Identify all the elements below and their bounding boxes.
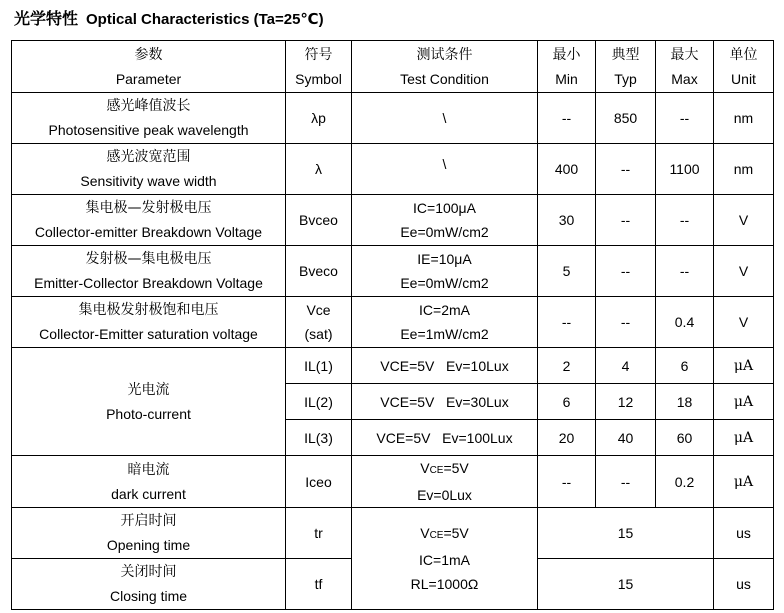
- condition-cell: IC=100μA Ee=0mW/cm2: [352, 195, 538, 246]
- max-cell: 60: [656, 420, 714, 456]
- header-parameter: 参数 Parameter: [12, 41, 286, 93]
- symbol-cell: λp: [286, 93, 352, 144]
- min-cell: --: [538, 297, 596, 348]
- typ-cell: 850: [596, 93, 656, 144]
- condition-cell: VCE=5V Ev=30Lux: [352, 384, 538, 420]
- table-row-opening-time: [12, 508, 774, 559]
- condition-cell: \: [352, 144, 538, 195]
- table-header-row: [12, 41, 774, 93]
- min-cell: 30: [538, 195, 596, 246]
- header-typ: 典型 Typ: [596, 41, 656, 93]
- unit-cell: nm: [714, 144, 774, 195]
- table-row-peak-wavelength: [12, 93, 774, 144]
- param-cell: 暗电流 dark current: [12, 456, 286, 508]
- section-title-zh: 光学特性: [14, 9, 79, 28]
- param-cell: 开启时间 Opening time: [12, 508, 286, 559]
- symbol-cell: IL(2): [286, 384, 352, 420]
- symbol-cell: Vce (sat): [286, 297, 352, 348]
- unit-cell: us: [714, 508, 774, 559]
- condition-cell: IC=2mA Ee=1mW/cm2: [352, 297, 538, 348]
- optical-characteristics-table: [11, 40, 774, 610]
- condition-cell-switching: VCE=5V IC=1mA RL=1000Ω: [352, 508, 538, 610]
- min-cell: 2: [538, 348, 596, 384]
- param-cell: 发射极—集电极电压 Emitter-Collector Breakdown Voltage: [12, 246, 286, 297]
- param-cell-photo-current: 光电流 Photo-current: [12, 348, 286, 456]
- max-cell: 0.4: [656, 297, 714, 348]
- table-row-dark-current: [12, 456, 774, 508]
- value-cell: 15: [538, 559, 714, 610]
- typ-cell: 12: [596, 384, 656, 420]
- unit-cell: μA: [714, 420, 774, 456]
- param-cell: 感光波宽范围 Sensitivity wave width: [12, 144, 286, 195]
- typ-cell: --: [596, 246, 656, 297]
- header-unit: 单位 Unit: [714, 41, 774, 93]
- value-cell: 15: [538, 508, 714, 559]
- symbol-cell: IL(3): [286, 420, 352, 456]
- param-cell: 感光峰值波长 Photosensitive peak wavelength: [12, 93, 286, 144]
- max-cell: 18: [656, 384, 714, 420]
- min-cell: 400: [538, 144, 596, 195]
- min-cell: --: [538, 456, 596, 508]
- min-cell: 20: [538, 420, 596, 456]
- min-cell: 6: [538, 384, 596, 420]
- condition-cell: IE=10μA Ee=0mW/cm2: [352, 246, 538, 297]
- table-row-vce-sat: [12, 297, 774, 348]
- section-title-en: Optical Characteristics (Ta=25℃): [86, 11, 324, 28]
- condition-cell: \: [352, 93, 538, 144]
- typ-cell: 4: [596, 348, 656, 384]
- unit-cell: V: [714, 195, 774, 246]
- condition-cell: VCE=5V Ev=0Lux: [352, 456, 538, 508]
- max-cell: 1100: [656, 144, 714, 195]
- param-cell: 关闭时间 Closing time: [12, 559, 286, 610]
- symbol-cell: tr: [286, 508, 352, 559]
- symbol-cell: Iceo: [286, 456, 352, 508]
- typ-cell: 40: [596, 420, 656, 456]
- unit-cell: μA: [714, 384, 774, 420]
- header-max: 最大 Max: [656, 41, 714, 93]
- header-symbol: 符号 Symbol: [286, 41, 352, 93]
- unit-cell: nm: [714, 93, 774, 144]
- unit-cell: μA: [714, 456, 774, 508]
- max-cell: --: [656, 93, 714, 144]
- typ-cell: --: [596, 456, 656, 508]
- unit-cell: μA: [714, 348, 774, 384]
- section-title: [14, 6, 324, 32]
- param-cell: 集电极—发射极电压 Collector-emitter Breakdown Voltage: [12, 195, 286, 246]
- unit-cell: V: [714, 246, 774, 297]
- typ-cell: --: [596, 297, 656, 348]
- symbol-cell: tf: [286, 559, 352, 610]
- symbol-cell: IL(1): [286, 348, 352, 384]
- condition-cell: VCE=5V Ev=100Lux: [352, 420, 538, 456]
- min-cell: 5: [538, 246, 596, 297]
- table-row-bveco: [12, 246, 774, 297]
- table-row-photo-current-1: [12, 348, 774, 384]
- condition-cell: VCE=5V Ev=10Lux: [352, 348, 538, 384]
- max-cell: --: [656, 195, 714, 246]
- max-cell: 6: [656, 348, 714, 384]
- max-cell: 0.2: [656, 456, 714, 508]
- symbol-cell: λ: [286, 144, 352, 195]
- typ-cell: --: [596, 195, 656, 246]
- table-row-sensitivity-width: [12, 144, 774, 195]
- max-cell: --: [656, 246, 714, 297]
- min-cell: --: [538, 93, 596, 144]
- header-condition: 测试条件 Test Condition: [352, 41, 538, 93]
- unit-cell: us: [714, 559, 774, 610]
- param-cell: 集电极发射极饱和电压 Collector-Emitter saturation voltage: [12, 297, 286, 348]
- header-min: 最小 Min: [538, 41, 596, 93]
- unit-cell: V: [714, 297, 774, 348]
- typ-cell: --: [596, 144, 656, 195]
- table-row-bvceo: [12, 195, 774, 246]
- symbol-cell: Bveco: [286, 246, 352, 297]
- symbol-cell: Bvceo: [286, 195, 352, 246]
